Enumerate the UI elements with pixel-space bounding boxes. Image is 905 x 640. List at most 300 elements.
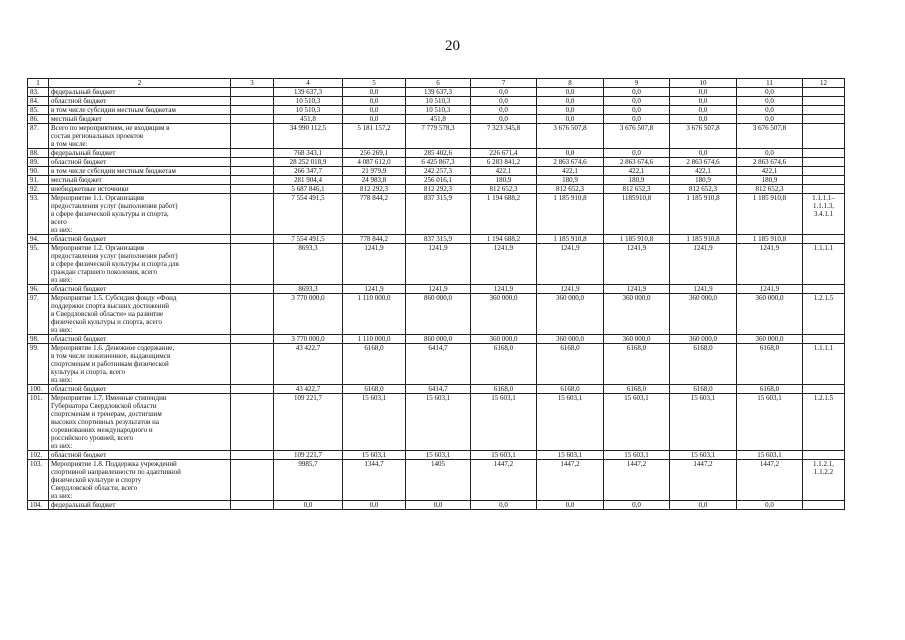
value-cell: 5 687 846,1 (274, 185, 343, 194)
empty-cell (231, 501, 274, 510)
row-number: 86. (28, 115, 49, 124)
empty-cell (231, 88, 274, 97)
table-row (28, 185, 845, 194)
value-cell: 15 603,1 (406, 451, 471, 460)
value-cell: 10 510,3 (406, 106, 471, 115)
value-cell: 812 652,3 (537, 185, 604, 194)
value-cell: 266 347,7 (274, 167, 343, 176)
value-cell: 422,1 (537, 167, 604, 176)
empty-cell (231, 149, 274, 158)
value-cell: 15 603,1 (343, 394, 406, 451)
value-cell: 15 603,1 (343, 451, 406, 460)
value-cell: 1 185 910,8 (670, 235, 737, 244)
row-title (49, 244, 231, 285)
target-indicator-cell (803, 185, 845, 194)
row-number: 104. (28, 501, 49, 510)
row-title-line: областной бюджет (51, 97, 107, 105)
row-number: 88. (28, 149, 49, 158)
table-row (28, 235, 845, 244)
value-cell: 1447,2 (737, 460, 803, 501)
value-cell: 6168,0 (737, 344, 803, 385)
value-cell: 0,0 (737, 501, 803, 510)
row-title-line: Губернатора Свердловской области (51, 402, 157, 410)
value-cell: 812 652,3 (670, 185, 737, 194)
row-title-line: Мероприятие 1.8. Поддержка учреждений (51, 460, 177, 468)
row-title-line: областной бюджет (51, 158, 107, 166)
value-cell: 0,0 (537, 149, 604, 158)
row-number: 103. (28, 460, 49, 501)
column-header: 1 (28, 79, 49, 88)
budget-table (27, 78, 845, 510)
value-cell: 1405 (406, 460, 471, 501)
value-cell: 812 292,3 (406, 185, 471, 194)
value-cell: 0,0 (343, 97, 406, 106)
row-title-line: областной бюджет (51, 285, 107, 293)
target-indicator-cell (803, 176, 845, 185)
value-cell: 6168,0 (343, 344, 406, 385)
target-indicator-cell (803, 285, 845, 294)
value-cell: 139 637,3 (406, 88, 471, 97)
empty-cell (231, 344, 274, 385)
row-title (49, 149, 231, 158)
row-title-line: в том числе субсидии местным бюджетам (51, 167, 176, 175)
value-cell: 6168,0 (670, 344, 737, 385)
empty-cell (231, 194, 274, 235)
row-title (49, 501, 231, 510)
row-title-line: Мероприятие 1.7. Именные стипендии (51, 394, 167, 402)
row-title (49, 394, 231, 451)
empty-cell (231, 451, 274, 460)
value-cell: 778 844,2 (343, 194, 406, 235)
value-cell: 1241,9 (537, 244, 604, 285)
table-row (28, 385, 845, 394)
value-cell: 6168,0 (737, 385, 803, 394)
row-title (49, 124, 231, 149)
row-title-line: граждан старшего поколения, всего (51, 268, 158, 276)
value-cell: 360 000,0 (471, 335, 537, 344)
value-cell: 422,1 (737, 167, 803, 176)
row-number: 91. (28, 176, 49, 185)
column-header: 2 (49, 79, 231, 88)
value-cell: 6414,7 (406, 385, 471, 394)
empty-cell (231, 335, 274, 344)
table-row (28, 194, 845, 235)
table-row (28, 460, 845, 501)
value-cell: 1 185 910,8 (737, 194, 803, 235)
value-cell: 15 603,1 (537, 394, 604, 451)
value-cell: 43 422,7 (274, 385, 343, 394)
value-cell: 6168,0 (471, 344, 537, 385)
value-cell: 3 770 000,0 (274, 294, 343, 335)
column-header: 7 (471, 79, 537, 88)
row-title-line: российского уровней, всего (51, 434, 134, 442)
row-title-line: Мероприятие 1.1. Организация (51, 194, 144, 202)
row-title (49, 385, 231, 394)
table-row (28, 451, 845, 460)
row-number: 96. (28, 285, 49, 294)
value-cell: 360 000,0 (737, 335, 803, 344)
value-cell: 0,0 (604, 88, 670, 97)
row-number: 92. (28, 185, 49, 194)
row-number: 94. (28, 235, 49, 244)
value-cell: 1 110 000,0 (343, 294, 406, 335)
value-cell: 0,0 (471, 97, 537, 106)
empty-cell (231, 115, 274, 124)
value-cell: 1447,2 (471, 460, 537, 501)
value-cell: 180,9 (604, 176, 670, 185)
value-cell: 360 000,0 (537, 335, 604, 344)
value-cell: 242 257,3 (406, 167, 471, 176)
row-title (49, 460, 231, 501)
value-cell: 1241,9 (406, 285, 471, 294)
value-cell: 6414,7 (406, 344, 471, 385)
row-number: 102. (28, 451, 49, 460)
value-cell: 3 676 507,8 (670, 124, 737, 149)
row-title-line: из них: (51, 492, 73, 500)
value-cell: 3 676 507,8 (537, 124, 604, 149)
row-title (49, 451, 231, 460)
row-title (49, 194, 231, 235)
table-row (28, 158, 845, 167)
table-row (28, 97, 845, 106)
value-cell: 21 979,9 (343, 167, 406, 176)
row-title-line: в том числе пожизненное, выдающимся (51, 352, 171, 360)
value-cell: 1241,9 (737, 285, 803, 294)
value-cell: 1241,9 (670, 285, 737, 294)
value-cell: 0,0 (274, 501, 343, 510)
value-cell: 0,0 (537, 106, 604, 115)
value-cell: 8693,3 (274, 244, 343, 285)
value-cell: 0,0 (670, 149, 737, 158)
table-row (28, 167, 845, 176)
value-cell: 860 000,0 (406, 335, 471, 344)
value-cell: 451,8 (406, 115, 471, 124)
row-number: 89. (28, 158, 49, 167)
value-cell: 10 510,3 (274, 97, 343, 106)
value-cell: 6 425 867,3 (406, 158, 471, 167)
target-indicator-cell (803, 115, 845, 124)
value-cell: 0,0 (670, 97, 737, 106)
value-cell: 24 983,8 (343, 176, 406, 185)
row-title-line: состав региональных проектов (51, 132, 144, 140)
value-cell: 1 185 910,8 (670, 194, 737, 235)
value-cell: 1447,2 (604, 460, 670, 501)
value-cell: 360 000,0 (670, 294, 737, 335)
value-cell: 139 637,3 (274, 88, 343, 97)
row-title (49, 167, 231, 176)
row-title-line: федеральный бюджет (51, 501, 116, 509)
row-title-line: местный бюджет (51, 176, 102, 184)
row-number: 90. (28, 167, 49, 176)
value-cell: 43 422,7 (274, 344, 343, 385)
value-cell: 109 221,7 (274, 394, 343, 451)
empty-cell (231, 185, 274, 194)
target-indicator-cell (803, 235, 845, 244)
value-cell: 6 283 841,2 (471, 158, 537, 167)
value-cell: 0,0 (471, 115, 537, 124)
target-indicator-cell (803, 97, 845, 106)
row-title-line: в том числе субсидии местным бюджетам (51, 106, 176, 114)
value-cell: 0,0 (471, 106, 537, 115)
value-cell: 180,9 (537, 176, 604, 185)
row-title-line: Мероприятие 1.2. Организация (51, 244, 144, 252)
row-title-line: Мероприятие 1.6. Денежное содержание, (51, 344, 175, 352)
value-cell: 1447,2 (670, 460, 737, 501)
value-cell: 0,0 (406, 501, 471, 510)
table-row (28, 335, 845, 344)
value-cell: 1447,2 (537, 460, 604, 501)
value-cell: 1 185 910,8 (537, 235, 604, 244)
table-row (28, 394, 845, 451)
value-cell: 285 402,6 (406, 149, 471, 158)
row-number: 93. (28, 194, 49, 235)
row-number: 99. (28, 344, 49, 385)
value-cell: 1 194 688,2 (471, 194, 537, 235)
row-title (49, 115, 231, 124)
target-indicator-cell (803, 501, 845, 510)
row-title-line: областной бюджет (51, 451, 107, 459)
target-indicator-cell: 1.2.1.5 (803, 294, 845, 335)
row-number: 84. (28, 97, 49, 106)
header-row (28, 79, 845, 88)
value-cell: 812 652,3 (737, 185, 803, 194)
table-row (28, 88, 845, 97)
empty-cell (231, 285, 274, 294)
value-cell: 1241,9 (471, 244, 537, 285)
target-indicator-cell: 1.1.1.1 (803, 244, 845, 285)
value-cell: 15 603,1 (471, 451, 537, 460)
table-row (28, 124, 845, 149)
value-cell: 0,0 (537, 97, 604, 106)
value-cell: 0,0 (670, 115, 737, 124)
empty-cell (231, 235, 274, 244)
table-row (28, 115, 845, 124)
value-cell: 3 676 507,8 (737, 124, 803, 149)
value-cell: 837 315,9 (406, 194, 471, 235)
row-title-line: из них: (51, 376, 73, 384)
row-title-line: физической культуры и спорта, всего (51, 318, 162, 326)
row-number: 100. (28, 385, 49, 394)
row-title-line: спортивной направленности по адаптивной (51, 468, 181, 476)
row-title-line: спортсменам и тренерам, достигшим (51, 410, 162, 418)
value-cell: 451,8 (274, 115, 343, 124)
value-cell: 9985,7 (274, 460, 343, 501)
empty-cell (231, 124, 274, 149)
table-row (28, 244, 845, 285)
empty-cell (231, 385, 274, 394)
value-cell: 360 000,0 (537, 294, 604, 335)
target-indicator-cell (803, 106, 845, 115)
column-header: 8 (537, 79, 604, 88)
value-cell: 15 603,1 (670, 451, 737, 460)
target-indicator-cell: 1.1.2.1, 1.1.2.2 (803, 460, 845, 501)
row-title-line: из них: (51, 326, 73, 334)
row-title-line: предоставления услуг (выполнения работ) (51, 202, 178, 210)
value-cell: 1 185 910,8 (537, 194, 604, 235)
row-title (49, 294, 231, 335)
row-title-line: федеральный бюджет (51, 149, 116, 157)
table-row (28, 149, 845, 158)
row-title-line: в сфере физической культуры и спорта, (51, 210, 169, 218)
value-cell: 360 000,0 (670, 335, 737, 344)
value-cell: 1344,7 (343, 460, 406, 501)
column-header: 3 (231, 79, 274, 88)
value-cell: 0,0 (471, 501, 537, 510)
value-cell: 812 652,3 (471, 185, 537, 194)
value-cell: 360 000,0 (737, 294, 803, 335)
value-cell: 6168,0 (604, 344, 670, 385)
row-title-line: поддержки спорта высших достижений (51, 302, 170, 310)
value-cell: 15 603,1 (737, 394, 803, 451)
value-cell: 256 016,1 (406, 176, 471, 185)
value-cell: 360 000,0 (604, 335, 670, 344)
value-cell: 15 603,1 (604, 394, 670, 451)
row-title-line: областной бюджет (51, 385, 107, 393)
value-cell: 0,0 (670, 501, 737, 510)
target-indicator-cell (803, 124, 845, 149)
row-number: 98. (28, 335, 49, 344)
value-cell: 1241,9 (343, 285, 406, 294)
value-cell: 226 671,4 (471, 149, 537, 158)
row-title-line: культуры и спорта, всего (51, 368, 126, 376)
column-header: 4 (274, 79, 343, 88)
value-cell: 1241,9 (406, 244, 471, 285)
value-cell: 15 603,1 (670, 394, 737, 451)
value-cell: 180,9 (670, 176, 737, 185)
empty-cell (231, 294, 274, 335)
value-cell: 1241,9 (604, 244, 670, 285)
column-header: 11 (737, 79, 803, 88)
row-title-line: внебюджетные источники (51, 185, 129, 193)
value-cell: 422,1 (670, 167, 737, 176)
row-title (49, 185, 231, 194)
value-cell: 0,0 (737, 115, 803, 124)
value-cell: 7 323 345,8 (471, 124, 537, 149)
row-title (49, 285, 231, 294)
target-indicator-cell (803, 385, 845, 394)
value-cell: 812 652,3 (604, 185, 670, 194)
value-cell: 109 221,7 (274, 451, 343, 460)
target-indicator-cell (803, 335, 845, 344)
row-title-line: федеральный бюджет (51, 88, 116, 96)
value-cell: 422,1 (471, 167, 537, 176)
value-cell: 281 904,4 (274, 176, 343, 185)
value-cell: 7 779 578,3 (406, 124, 471, 149)
value-cell: 2 863 674,6 (670, 158, 737, 167)
row-title-line: из них: (51, 276, 73, 284)
value-cell: 256 269,1 (343, 149, 406, 158)
value-cell: 778 844,2 (343, 235, 406, 244)
column-header: 5 (343, 79, 406, 88)
empty-cell (231, 106, 274, 115)
row-title-line: высоких спортивных результатов на (51, 418, 159, 426)
value-cell: 6168,0 (537, 344, 604, 385)
target-indicator-cell (803, 88, 845, 97)
column-header: 12 (803, 79, 845, 88)
value-cell: 2 863 674,6 (604, 158, 670, 167)
value-cell: 0,0 (737, 88, 803, 97)
value-cell: 8693,3 (274, 285, 343, 294)
value-cell: 1 185 910,8 (737, 235, 803, 244)
table-row (28, 106, 845, 115)
value-cell: 0,0 (670, 88, 737, 97)
value-cell: 0,0 (537, 501, 604, 510)
table-row (28, 285, 845, 294)
row-title-line: предоставления услуг (выполнения работ) (51, 252, 178, 260)
value-cell: 1 110 000,0 (343, 335, 406, 344)
value-cell: 6168,0 (604, 385, 670, 394)
value-cell: 0,0 (737, 106, 803, 115)
column-header: 10 (670, 79, 737, 88)
value-cell: 6168,0 (670, 385, 737, 394)
row-number: 83. (28, 88, 49, 97)
value-cell: 0,0 (604, 501, 670, 510)
empty-cell (231, 97, 274, 106)
column-header: 9 (604, 79, 670, 88)
value-cell: 10 510,3 (406, 97, 471, 106)
value-cell: 2 863 674,6 (537, 158, 604, 167)
value-cell: 1185910,8 (604, 194, 670, 235)
value-cell: 1241,9 (737, 244, 803, 285)
empty-cell (231, 244, 274, 285)
value-cell: 360 000,0 (604, 294, 670, 335)
value-cell: 0,0 (604, 115, 670, 124)
value-cell: 15 603,1 (406, 394, 471, 451)
value-cell: 0,0 (343, 501, 406, 510)
row-number: 87. (28, 124, 49, 149)
row-title (49, 344, 231, 385)
value-cell: 0,0 (343, 115, 406, 124)
row-title-line: областной бюджет (51, 335, 107, 343)
value-cell: 28 252 018,9 (274, 158, 343, 167)
row-title-line: всего (51, 218, 67, 226)
value-cell: 1 185 910,8 (604, 235, 670, 244)
value-cell: 812 292,3 (343, 185, 406, 194)
row-title-line: областной бюджет (51, 235, 107, 243)
value-cell: 7 554 491,5 (274, 235, 343, 244)
row-title-line: Свердловской области, всего (51, 484, 138, 492)
value-cell: 0,0 (537, 115, 604, 124)
row-title (49, 235, 231, 244)
row-title (49, 158, 231, 167)
value-cell: 15 603,1 (537, 451, 604, 460)
target-indicator-cell (803, 167, 845, 176)
row-title-line: физической культуре и спорту (51, 476, 142, 484)
value-cell: 768 343,1 (274, 149, 343, 158)
empty-cell (231, 158, 274, 167)
target-indicator-cell: 1.1.1.1 (803, 344, 845, 385)
value-cell: 0,0 (604, 106, 670, 115)
value-cell: 0,0 (537, 88, 604, 97)
value-cell: 0,0 (471, 88, 537, 97)
target-indicator-cell: 1.1.1.1–1.1.1.3, 3.4.1.1 (803, 194, 845, 235)
value-cell: 15 603,1 (604, 451, 670, 460)
row-title-line: в том числе: (51, 140, 88, 148)
value-cell: 0,0 (604, 97, 670, 106)
value-cell: 4 087 612,0 (343, 158, 406, 167)
value-cell: 0,0 (670, 106, 737, 115)
page-number: 20 (445, 38, 460, 54)
row-title-line: из них: (51, 226, 73, 234)
empty-cell (231, 460, 274, 501)
row-number: 85. (28, 106, 49, 115)
value-cell: 6168,0 (343, 385, 406, 394)
row-number: 97. (28, 294, 49, 335)
target-indicator-cell (803, 149, 845, 158)
row-title-line: спортсменам и работникам физической (51, 360, 169, 368)
value-cell: 3 770 000,0 (274, 335, 343, 344)
row-title (49, 97, 231, 106)
